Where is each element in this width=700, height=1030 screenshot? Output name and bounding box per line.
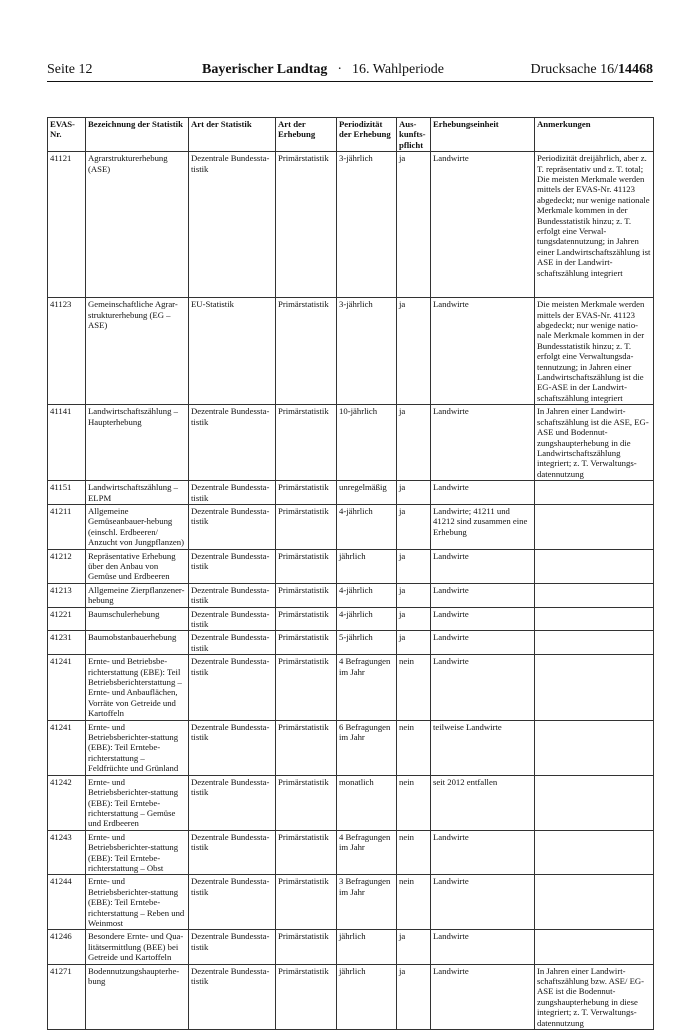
remarks-cell bbox=[535, 481, 654, 505]
evas-nr-cell: 41242 bbox=[48, 775, 86, 830]
survey-unit-cell: Landwirte bbox=[431, 631, 535, 655]
remarks-cell bbox=[535, 930, 654, 964]
survey-type-cell: Primärstatistik bbox=[276, 655, 337, 720]
evas-nr-cell: 41231 bbox=[48, 631, 86, 655]
header-title-group bbox=[202, 62, 502, 78]
statistic-name-cell: Gemeinschaftliche Agrar-strukturerhebung (EG – ASE) bbox=[86, 298, 189, 405]
table-row bbox=[48, 405, 654, 481]
statistic-name-cell: Allgemeine Gemüseanbauer-hebung (einschl. Erdbeeren/ Anzucht von Jungpflanzen) bbox=[86, 504, 189, 549]
statistic-type-cell: Dezentrale Bundessta-tistik bbox=[189, 405, 276, 481]
survey-type-cell: Primärstatistik bbox=[276, 504, 337, 549]
obligation-cell: ja bbox=[397, 607, 431, 631]
remarks-cell bbox=[535, 875, 654, 930]
remarks-cell bbox=[535, 655, 654, 720]
statistic-name-cell: Bodennutzungshaupterhe-bung bbox=[86, 964, 189, 1029]
statistic-name-cell: Baumschulerhebung bbox=[86, 607, 189, 631]
table-row bbox=[48, 830, 654, 875]
column-header: Anmerkungen bbox=[535, 118, 654, 152]
statistic-type-cell: Dezentrale Bundessta-tistik bbox=[189, 930, 276, 964]
survey-type-cell: Primärstatistik bbox=[276, 298, 337, 405]
table-row bbox=[48, 152, 654, 298]
periodicity-cell: 10-jährlich bbox=[337, 405, 397, 481]
periodicity-cell: 3 Befragungen im Jahr bbox=[337, 875, 397, 930]
evas-nr-cell: 41271 bbox=[48, 964, 86, 1029]
table-body bbox=[48, 152, 654, 1030]
header-separator: · bbox=[337, 62, 343, 77]
periodicity-cell: monatlich bbox=[337, 775, 397, 830]
survey-type-cell: Primärstatistik bbox=[276, 964, 337, 1029]
statistic-type-cell: Dezentrale Bundessta-tistik bbox=[189, 549, 276, 583]
statistic-type-cell: Dezentrale Bundessta-tistik bbox=[189, 583, 276, 607]
obligation-cell: nein bbox=[397, 775, 431, 830]
periodicity-cell: 3-jährlich bbox=[337, 298, 397, 405]
remarks-cell bbox=[535, 830, 654, 875]
statistic-name-cell: Landwirtschaftszählung – Haupterhebung bbox=[86, 405, 189, 481]
statistic-name-cell: Repräsentative Erhebung über den Anbau von Gemüse und Erdbeeren bbox=[86, 549, 189, 583]
table-row bbox=[48, 631, 654, 655]
obligation-cell: ja bbox=[397, 481, 431, 505]
table-row bbox=[48, 720, 654, 775]
periodicity-cell: 4 Befragungen im Jahr bbox=[337, 830, 397, 875]
statistic-name-cell: Besondere Ernte- und Qua-litätsermittlung (BEE) bei Getreide und Kartoffeln bbox=[86, 930, 189, 964]
header-rule bbox=[47, 81, 653, 82]
table-row bbox=[48, 875, 654, 930]
statistic-type-cell: Dezentrale Bundessta-tistik bbox=[189, 830, 276, 875]
remarks-cell bbox=[535, 607, 654, 631]
survey-unit-cell: Landwirte bbox=[431, 964, 535, 1029]
survey-unit-cell: Landwirte bbox=[431, 830, 535, 875]
statistic-type-cell: Dezentrale Bundessta-tistik bbox=[189, 964, 276, 1029]
survey-type-cell: Primärstatistik bbox=[276, 152, 337, 298]
obligation-cell: ja bbox=[397, 583, 431, 607]
survey-type-cell: Primärstatistik bbox=[276, 775, 337, 830]
column-header: Bezeichnung der Statistik bbox=[86, 118, 189, 152]
remarks-cell: In Jahren einer Landwirt-schaftszählung ist die ASE, EG-ASE und Bodennut-zungshaupterhebung in die Landwirtschaftszählung integriert; z. T. Verwaltungs-datennutzung bbox=[535, 405, 654, 481]
remarks-cell: In Jahren einer Landwirt-schaftszählung bzw. ASE/ EG-ASE ist die Bodennut-zungshaupterhebung in diese integriert; z. T. Verwaltungs-datennutzung bbox=[535, 964, 654, 1029]
document-number-prefix: Drucksache 16/ bbox=[530, 62, 618, 77]
remarks-cell: Die meisten Merkmale werden mittels der EVAS-Nr. 41123 abgedeckt; nur wenige natio-nale Merkmale kommen in der Bundesstatistik hinzu; z. T. erfolgt eine Verwaltungsda-tennutzung; in Jahren einer Landwirtschaftszählung ist die EG-ASE in der Landwirt-schaftszählung integriert bbox=[535, 298, 654, 405]
evas-nr-cell: 41221 bbox=[48, 607, 86, 631]
obligation-cell: ja bbox=[397, 549, 431, 583]
survey-unit-cell: Landwirte bbox=[431, 607, 535, 631]
obligation-cell: ja bbox=[397, 504, 431, 549]
periodicity-cell: 4 Befragungen im Jahr bbox=[337, 655, 397, 720]
survey-unit-cell: Landwirte; 41211 und 41212 sind zusammen eine Erhebung bbox=[431, 504, 535, 549]
survey-type-cell: Primärstatistik bbox=[276, 607, 337, 631]
obligation-cell: ja bbox=[397, 964, 431, 1029]
statistic-type-cell: Dezentrale Bundessta-tistik bbox=[189, 655, 276, 720]
statistic-type-cell: Dezentrale Bundessta-tistik bbox=[189, 481, 276, 505]
obligation-cell: ja bbox=[397, 405, 431, 481]
parliament-name: Bayerischer Landtag bbox=[202, 62, 328, 77]
survey-type-cell: Primärstatistik bbox=[276, 631, 337, 655]
evas-nr-cell: 41246 bbox=[48, 930, 86, 964]
legislative-period: 16. Wahlperiode bbox=[352, 62, 444, 77]
periodicity-cell: jährlich bbox=[337, 549, 397, 583]
remarks-cell: Periodizität dreijährlich, aber z. T. repräsentativ und z. T. total; Die meisten Merkmale werden mittels der EVAS-Nr. 41123 abgedeckt; nur wenige nationale Merkmale kommen in der Bundesstatistik hinzu; z. T. erfolgt eine Verwal-tungsdatennutzung; in Jahren einer Landwirtschaftszählung ist ASE in der Landwirt-schaftszählung integriert bbox=[535, 152, 654, 298]
statistic-name-cell: Landwirtschaftszählung – ELPM bbox=[86, 481, 189, 505]
table-row bbox=[48, 607, 654, 631]
remarks-cell bbox=[535, 631, 654, 655]
survey-type-cell: Primärstatistik bbox=[276, 930, 337, 964]
evas-nr-cell: 41121 bbox=[48, 152, 86, 298]
obligation-cell: nein bbox=[397, 655, 431, 720]
periodicity-cell: jährlich bbox=[337, 964, 397, 1029]
survey-unit-cell: Landwirte bbox=[431, 583, 535, 607]
page-header bbox=[47, 62, 653, 82]
survey-type-cell: Primärstatistik bbox=[276, 481, 337, 505]
obligation-cell: nein bbox=[397, 720, 431, 775]
survey-unit-cell: Landwirte bbox=[431, 655, 535, 720]
survey-unit-cell: Landwirte bbox=[431, 930, 535, 964]
evas-nr-cell: 41151 bbox=[48, 481, 86, 505]
evas-nr-cell: 41123 bbox=[48, 298, 86, 405]
table-row bbox=[48, 298, 654, 405]
statistic-type-cell: Dezentrale Bundessta-tistik bbox=[189, 720, 276, 775]
table-row bbox=[48, 655, 654, 720]
survey-unit-cell: Landwirte bbox=[431, 405, 535, 481]
remarks-cell bbox=[535, 549, 654, 583]
evas-nr-cell: 41141 bbox=[48, 405, 86, 481]
statistic-type-cell: Dezentrale Bundessta-tistik bbox=[189, 152, 276, 298]
table-row bbox=[48, 504, 654, 549]
statistic-name-cell: Ernte- und Betriebsberichter-stattung (EBE): Teil Erntebe-richterstattung – Gemüse und Erdbeeren bbox=[86, 775, 189, 830]
survey-unit-cell: Landwirte bbox=[431, 152, 535, 298]
periodicity-cell: 4-jährlich bbox=[337, 583, 397, 607]
survey-type-cell: Primärstatistik bbox=[276, 549, 337, 583]
obligation-cell: nein bbox=[397, 830, 431, 875]
obligation-cell: ja bbox=[397, 930, 431, 964]
statistic-name-cell: Baumobstanbauerhebung bbox=[86, 631, 189, 655]
statistic-name-cell: Ernte- und Betriebsberichter-stattung (EBE): Teil Erntebe-richterstattung – Obst bbox=[86, 830, 189, 875]
survey-type-cell: Primärstatistik bbox=[276, 830, 337, 875]
column-header: Erhebungseinheit bbox=[431, 118, 535, 152]
survey-type-cell: Primärstatistik bbox=[276, 405, 337, 481]
periodicity-cell: unregelmäßig bbox=[337, 481, 397, 505]
survey-unit-cell: seit 2012 entfallen bbox=[431, 775, 535, 830]
evas-nr-cell: 41212 bbox=[48, 549, 86, 583]
survey-unit-cell: Landwirte bbox=[431, 298, 535, 405]
obligation-cell: ja bbox=[397, 631, 431, 655]
statistic-type-cell: Dezentrale Bundessta-tistik bbox=[189, 775, 276, 830]
statistics-table bbox=[47, 117, 654, 1030]
remarks-cell bbox=[535, 720, 654, 775]
statistic-type-cell: EU-Statistik bbox=[189, 298, 276, 405]
statistic-type-cell: Dezentrale Bundessta-tistik bbox=[189, 607, 276, 631]
evas-nr-cell: 41243 bbox=[48, 830, 86, 875]
table-row bbox=[48, 775, 654, 830]
remarks-cell bbox=[535, 504, 654, 549]
survey-type-cell: Primärstatistik bbox=[276, 583, 337, 607]
column-header: Art der Statistik bbox=[189, 118, 276, 152]
survey-unit-cell: Landwirte bbox=[431, 875, 535, 930]
page-number: Seite 12 bbox=[47, 62, 93, 77]
survey-unit-cell: Landwirte bbox=[431, 481, 535, 505]
periodicity-cell: 3-jährlich bbox=[337, 152, 397, 298]
periodicity-cell: 6 Befragungen im Jahr bbox=[337, 720, 397, 775]
statistic-type-cell: Dezentrale Bundessta-tistik bbox=[189, 504, 276, 549]
survey-unit-cell: teilweise Landwirte bbox=[431, 720, 535, 775]
statistic-type-cell: Dezentrale Bundessta-tistik bbox=[189, 875, 276, 930]
table-row bbox=[48, 583, 654, 607]
table-row bbox=[48, 930, 654, 964]
obligation-cell: nein bbox=[397, 875, 431, 930]
table-row bbox=[48, 481, 654, 505]
statistic-type-cell: Dezentrale Bundessta-tistik bbox=[189, 631, 276, 655]
survey-unit-cell: Landwirte bbox=[431, 549, 535, 583]
table-header-row bbox=[48, 118, 654, 152]
statistic-name-cell: Agrarstrukturerhebung (ASE) bbox=[86, 152, 189, 298]
document-number bbox=[531, 62, 653, 78]
column-header: Aus-kunfts-pflicht bbox=[397, 118, 431, 152]
evas-nr-cell: 41244 bbox=[48, 875, 86, 930]
remarks-cell bbox=[535, 775, 654, 830]
statistic-name-cell: Ernte- und Betriebsbe-richterstattung (EBE): Teil Betriebsberichterstattung – Ernte- und Anbauflächen, Vorräte von Getreide und Kartoffeln bbox=[86, 655, 189, 720]
statistic-name-cell: Allgemeine Zierpflanzener-hebung bbox=[86, 583, 189, 607]
periodicity-cell: jährlich bbox=[337, 930, 397, 964]
column-header: EVAS-Nr. bbox=[48, 118, 86, 152]
periodicity-cell: 5-jährlich bbox=[337, 631, 397, 655]
remarks-cell bbox=[535, 583, 654, 607]
survey-type-cell: Primärstatistik bbox=[276, 875, 337, 930]
statistic-name-cell: Ernte- und Betriebsberichter-stattung (EBE): Teil Erntebe-richterstattung – Reben und Weinmost bbox=[86, 875, 189, 930]
evas-nr-cell: 41211 bbox=[48, 504, 86, 549]
column-header: Periodizität der Erhebung bbox=[337, 118, 397, 152]
statistic-name-cell: Ernte- und Betriebsberichter-stattung (EBE): Teil Erntebe-richterstattung – Feldfrüchte und Grünland bbox=[86, 720, 189, 775]
evas-nr-cell: 41241 bbox=[48, 720, 86, 775]
table-row bbox=[48, 549, 654, 583]
survey-type-cell: Primärstatistik bbox=[276, 720, 337, 775]
evas-nr-cell: 41241 bbox=[48, 655, 86, 720]
obligation-cell: ja bbox=[397, 298, 431, 405]
periodicity-cell: 4-jährlich bbox=[337, 504, 397, 549]
evas-nr-cell: 41213 bbox=[48, 583, 86, 607]
column-header: Art der Erhebung bbox=[276, 118, 337, 152]
document-number-value: 14468 bbox=[618, 62, 653, 77]
periodicity-cell: 4-jährlich bbox=[337, 607, 397, 631]
table-row bbox=[48, 964, 654, 1029]
obligation-cell: ja bbox=[397, 152, 431, 298]
